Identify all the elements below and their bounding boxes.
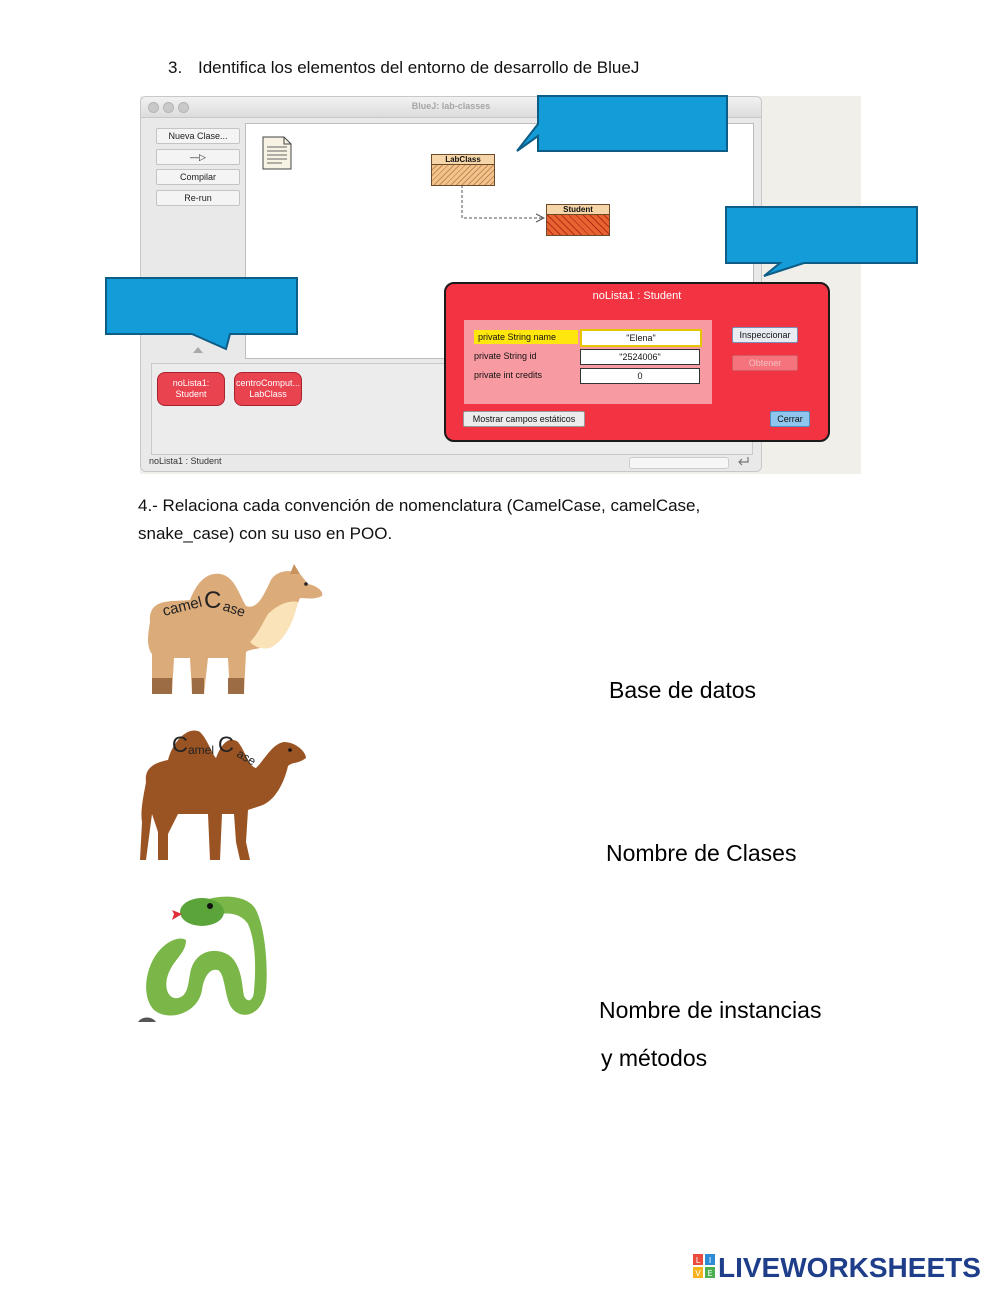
question-3 [168, 58, 639, 78]
object-centrocomput[interactable] [234, 372, 302, 406]
answer-nombre-de-clases[interactable]: Nombre de Clases [606, 840, 797, 866]
answer-y-metodos[interactable]: y métodos [601, 1045, 708, 1071]
get-button[interactable]: Obtener [732, 355, 798, 371]
object-line2: LabClass [249, 389, 287, 399]
question-4-line1: 4.- Relaciona cada convención de nomenclatura (CamelCase, camelCase, [138, 496, 701, 515]
field-credits-value: 0 [580, 368, 700, 384]
snake-case-snake-image[interactable] [138, 890, 278, 1026]
field-name-label[interactable]: private String name [474, 330, 578, 344]
return-icon[interactable] [736, 455, 750, 467]
dependency-arrow [460, 185, 550, 223]
object-line1: centroComput... [235, 378, 301, 388]
field-name-value: "Elena" [580, 329, 702, 347]
liveworksheets-brand: LIVEWORKSHEETS [718, 1252, 981, 1283]
camel2-text-c: C [218, 732, 234, 757]
window-title: BlueJ: lab-classes [411, 101, 491, 111]
status-progress [629, 457, 729, 469]
labclass-class-box[interactable] [431, 154, 495, 186]
callout-box-2[interactable] [724, 205, 920, 279]
question-4-line2: snake_case) con su uso en POO. [138, 524, 393, 543]
logo-letter: E [707, 1269, 713, 1278]
object-inspector-dialog [444, 282, 830, 442]
camel1-text-b: C [204, 587, 222, 614]
labclass-name: LabClass [432, 155, 494, 165]
student-name: Student [547, 205, 609, 215]
fields-panel [464, 320, 712, 404]
camelcase-camel-image[interactable] [138, 562, 328, 697]
question-3-number: 3. [168, 58, 183, 77]
student-class-box[interactable] [546, 204, 610, 236]
student-body [547, 215, 609, 235]
object-nolista1[interactable] [157, 372, 225, 406]
camel2-text-d: ase [234, 746, 259, 769]
pascalcase-camel-image[interactable] [138, 722, 310, 864]
field-credits-label[interactable]: private int credits [474, 370, 543, 380]
show-static-fields-button[interactable]: Mostrar campos estáticos [463, 411, 585, 427]
logo-letter: L [695, 1256, 701, 1265]
camel1-text-a: camel [160, 593, 204, 620]
compile-button[interactable]: Compilar [156, 169, 240, 185]
question-3-text: Identifica los elementos del entorno de desarrollo de BlueJ [198, 58, 640, 77]
uses-arrow-button[interactable]: —▷ [156, 149, 240, 165]
object-line1: noLista1: [172, 378, 210, 388]
inspect-button[interactable]: Inspeccionar [732, 327, 798, 343]
field-id-label[interactable]: private String id [474, 351, 537, 361]
callout-box-1[interactable] [514, 94, 730, 154]
camel2-text-b: amel [188, 743, 215, 757]
labclass-body [432, 165, 494, 185]
logo-letter: I [708, 1256, 712, 1265]
close-button[interactable]: Cerrar [770, 411, 810, 427]
inspector-title: noLista1 : Student [592, 290, 682, 302]
camel2-text-a: C [172, 732, 188, 757]
answer-nombre-de-instancias[interactable]: Nombre de instancias [599, 997, 822, 1023]
object-line2: Student [175, 389, 207, 399]
readme-document-icon[interactable] [260, 136, 294, 170]
logo-letter: V [695, 1269, 701, 1278]
camel1-text-c: ase [221, 597, 248, 620]
new-class-button[interactable]: Nueva Clase... [156, 128, 240, 144]
status-bar: noLista1 : Student [149, 456, 222, 466]
rerun-button[interactable]: Re-run [156, 190, 240, 206]
answer-base-de-datos[interactable]: Base de datos [609, 677, 757, 703]
liveworksheets-logo-icon [692, 1253, 716, 1279]
field-id-value: "2524006" [580, 349, 700, 365]
question-4 [138, 492, 838, 548]
callout-box-3[interactable] [104, 276, 300, 352]
